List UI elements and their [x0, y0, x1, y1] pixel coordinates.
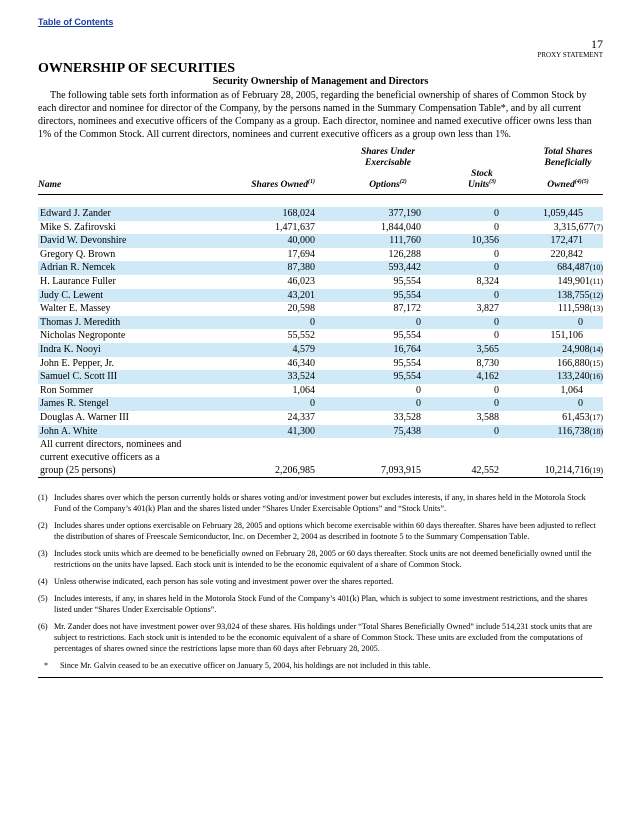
cell-options: 75,438	[315, 425, 421, 439]
running-head: PROXY STATEMENT	[537, 51, 603, 59]
cell-total: 138,755(12)	[513, 289, 603, 303]
cell-shares-owned: 33,524	[198, 370, 315, 384]
table-row	[38, 411, 603, 425]
cell-name: Indra K. Nooyi	[38, 343, 198, 357]
cell-total: 24,908(14)	[513, 343, 603, 357]
footnote: (4) Unless otherwise indicated, each person has sole voting and investment power over the shares reported.	[38, 577, 394, 587]
cell-total: 1,059,445	[513, 207, 603, 221]
cell-shares-owned: 43,201	[198, 289, 315, 303]
cell-stock-units: 42,552	[421, 438, 513, 478]
cell-total: 1,064	[560, 384, 583, 396]
cell-options: 95,554	[315, 370, 421, 384]
cell-shares-owned: 0	[198, 397, 315, 411]
cell-total: 684,487(10)	[513, 261, 603, 275]
cell-shares-owned: 55,552	[287, 330, 315, 342]
cell-shares-owned: 1,471,637	[275, 221, 315, 233]
cell-total: 149,901(11)	[557, 275, 603, 287]
cell-shares-owned: 87,380	[198, 261, 315, 275]
table-row	[38, 261, 603, 275]
table-row	[38, 234, 603, 248]
cell-stock-units: 0	[494, 384, 499, 396]
footnote: (1) Includes shares over which the person currently holds or shares voting and/or investment power but excludes interests, if any, in shares held in the Motorola Stock Fund of the Company’s 401(k) Plan and the shares listed under “Shares Under Exercisable Options” and “Stock Units”.	[38, 493, 586, 514]
cell-stock-units: 0	[421, 425, 513, 439]
cell-stock-units: 4,162	[421, 370, 513, 384]
cell-stock-units: 10,356	[421, 234, 513, 248]
cell-total: 172,471	[513, 234, 603, 248]
cell-total: 220,842	[550, 248, 583, 260]
cell-options: 95,554	[315, 289, 421, 303]
cell-shares-owned: 0	[198, 316, 315, 330]
cell-options: 377,190	[315, 207, 421, 221]
cell-name: Mike S. Zafirovski	[40, 221, 116, 233]
cell-shares-owned: 46,340	[287, 357, 315, 369]
cell-options: 33,528	[393, 411, 421, 423]
cell-stock-units: 3,588	[476, 411, 499, 423]
cell-stock-units: 0	[494, 248, 499, 260]
cell-name: John E. Pepper, Jr.	[40, 357, 115, 369]
cell-total: 116,738(18)	[513, 425, 603, 439]
cell-shares-owned: 4,579	[198, 343, 315, 357]
table-of-contents-link[interactable]: Table of Contents	[38, 17, 114, 27]
col-stock-units: Stock Units$^{(3)}$	[421, 147, 513, 195]
cell-total: 3,315,677(7)	[553, 221, 603, 233]
table-row	[38, 289, 603, 303]
intro-paragraph: The following table sets forth information as of February 28, 2005, regarding the beneficial ownership of shares of Common Stock by each director and nominee for director of the Company, by the persons named in the Summary Compensation Table*, and by all current directors, nominees and executive officers of the Company as a group. Each director, nominee and named executive officer owns less than 1% of the Common Stock. All current directors, nominees and current executive officers as a group own less than 1%.	[38, 90, 592, 140]
cell-stock-units: 0	[421, 289, 513, 303]
cell-shares-owned: 24,337	[287, 411, 315, 423]
col-name: Name	[38, 147, 198, 195]
cell-options: 95,554	[393, 330, 421, 342]
cell-options: 1,844,040	[381, 221, 421, 233]
table-row	[38, 275, 603, 289]
table-row	[38, 221, 603, 235]
cell-stock-units: 0	[494, 221, 499, 233]
table-row	[38, 343, 603, 357]
cell-shares-owned: 17,694	[287, 248, 315, 260]
table-row	[38, 397, 603, 411]
cell-stock-units: 0	[421, 207, 513, 221]
table-row	[38, 425, 603, 439]
cell-stock-units: 0	[421, 261, 513, 275]
cell-name: Douglas A. Warner III	[40, 411, 129, 423]
cell-stock-units: 3,565	[421, 343, 513, 357]
page-number: 17	[591, 37, 603, 51]
cell-options: 111,760	[315, 234, 421, 248]
cell-total: 151,106	[550, 330, 583, 342]
table-row	[38, 302, 603, 316]
cell-total: 133,240(16)	[513, 370, 603, 384]
section-title: OWNERSHIP OF SECURITIES	[38, 61, 236, 76]
table-row	[38, 370, 603, 384]
table-header	[38, 147, 603, 195]
cell-shares-owned: 20,598	[287, 303, 315, 315]
cell-shares-owned: 46,023	[287, 275, 315, 287]
cell-stock-units: 3,827	[476, 303, 499, 315]
cell-total: 10,214,716(19)	[513, 438, 603, 478]
footnote: (5) Includes interests, if any, in shares held in the Motorola Stock Fund of the Company’s 401(k) Plan, which is subject to some investment restrictions, and the shares listed under “Shares Under Exercisable Options”.	[38, 594, 588, 615]
cell-name: John A. White	[38, 425, 198, 439]
cell-name: Thomas J. Meredith	[38, 316, 198, 330]
cell-shares-owned: 2,206,985	[198, 438, 315, 478]
cell-total: 0	[513, 316, 603, 330]
cell-name: Adrian R. Nemcek	[38, 261, 198, 275]
cell-stock-units: 8,324	[476, 275, 499, 287]
cell-shares-owned: 1,064	[292, 384, 315, 396]
col-shares-owned: Shares Owned$^{(1)}$	[198, 147, 315, 195]
cell-options: 0	[315, 397, 421, 411]
col-options: Shares Under Exercisable Options$^{(2)}$	[315, 147, 421, 195]
cell-name: Ron Sommer	[40, 384, 94, 396]
footnote: (3) Includes stock units which are deemed to be beneficially owned on February 28, 2005 or 60 days thereafter. Stock units are not deemed beneficially owned until the restrictions on the units have lapsed. Each stock unit is intended to be the economic equivalent of a share of Common Stock.	[38, 549, 592, 570]
footnote: (2) Includes shares under options exercisable on February 28, 2005 and options which become exercisable within 60 days thereafter. Shares have been adjusted to reflect the distribution of shares of Freescale Semiconductor, Inc. on December 2, 2004 as described in footnote 5 to the Summary Compensation Table.	[38, 521, 596, 542]
cell-options: 0	[416, 384, 421, 396]
cell-total: 61,453(17)	[562, 411, 603, 423]
cell-total: 166,880(15)	[557, 357, 603, 369]
cell-options: 0	[315, 316, 421, 330]
cell-options: 126,288	[388, 248, 421, 260]
cell-options: 95,554	[393, 275, 421, 287]
group-total-row	[38, 438, 603, 478]
cell-total: 111,598(13)	[557, 303, 603, 315]
table-title: Security Ownership of Management and Directors	[212, 76, 429, 87]
cell-name: Nicholas Negroponte	[40, 330, 126, 342]
cell-name: Gregory Q. Brown	[40, 248, 116, 260]
table-row	[38, 357, 603, 371]
cell-options: 95,554	[393, 357, 421, 369]
cell-options: 593,442	[315, 261, 421, 275]
cell-total: 0	[513, 397, 603, 411]
table-row	[38, 329, 603, 343]
cell-name: H. Laurance Fuller	[40, 275, 116, 287]
star-note: * Since Mr. Galvin ceased to be an executive officer on January 5, 2004, his holdings are not included in this table.	[44, 661, 431, 671]
cell-stock-units: 0	[494, 330, 499, 342]
footnote: (6) Mr. Zander does not have investment power over 93,024 of these shares. His holdings under “Total Shares Beneficially Owned” include 514,231 stock units that are subject to restrictions. Each stock unit is intended to be the economic equivalent of a share of Common Stock. These units are excluded from the computations of percentages of shares owned since the restrictions lapse more than 60 days after February 28, 2005.	[38, 622, 593, 654]
cell-name: James R. Stengel	[38, 397, 198, 411]
footnotes	[38, 492, 603, 671]
table-row	[38, 384, 603, 398]
cell-name: Walter E. Massey	[40, 303, 111, 315]
table-row	[38, 207, 603, 221]
cell-shares-owned: 40,000	[198, 234, 315, 248]
ownership-table	[38, 147, 603, 478]
table-row	[38, 248, 603, 262]
bottom-rule	[38, 677, 603, 678]
cell-options: 7,093,915	[315, 438, 421, 478]
cell-name: Samuel C. Scott III	[38, 370, 198, 384]
cell-name: Judy C. Lewent	[38, 289, 198, 303]
table-row	[38, 316, 603, 330]
cell-stock-units: 0	[421, 397, 513, 411]
cell-options: 87,172	[393, 303, 421, 315]
cell-shares-owned: 41,300	[198, 425, 315, 439]
cell-options: 16,764	[315, 343, 421, 357]
cell-shares-owned: 168,024	[198, 207, 315, 221]
cell-name: Edward J. Zander	[38, 207, 198, 221]
spacer-row	[38, 195, 603, 208]
cell-stock-units: 0	[421, 316, 513, 330]
cell-name: David W. Devonshire	[38, 234, 198, 248]
col-total: Total Shares Beneficially Owned$^{(4)(5)}$	[513, 147, 603, 195]
cell-stock-units: 8,730	[476, 357, 499, 369]
cell-name: All current directors, nominees and current executive officers as a group (25 persons)	[38, 438, 198, 478]
